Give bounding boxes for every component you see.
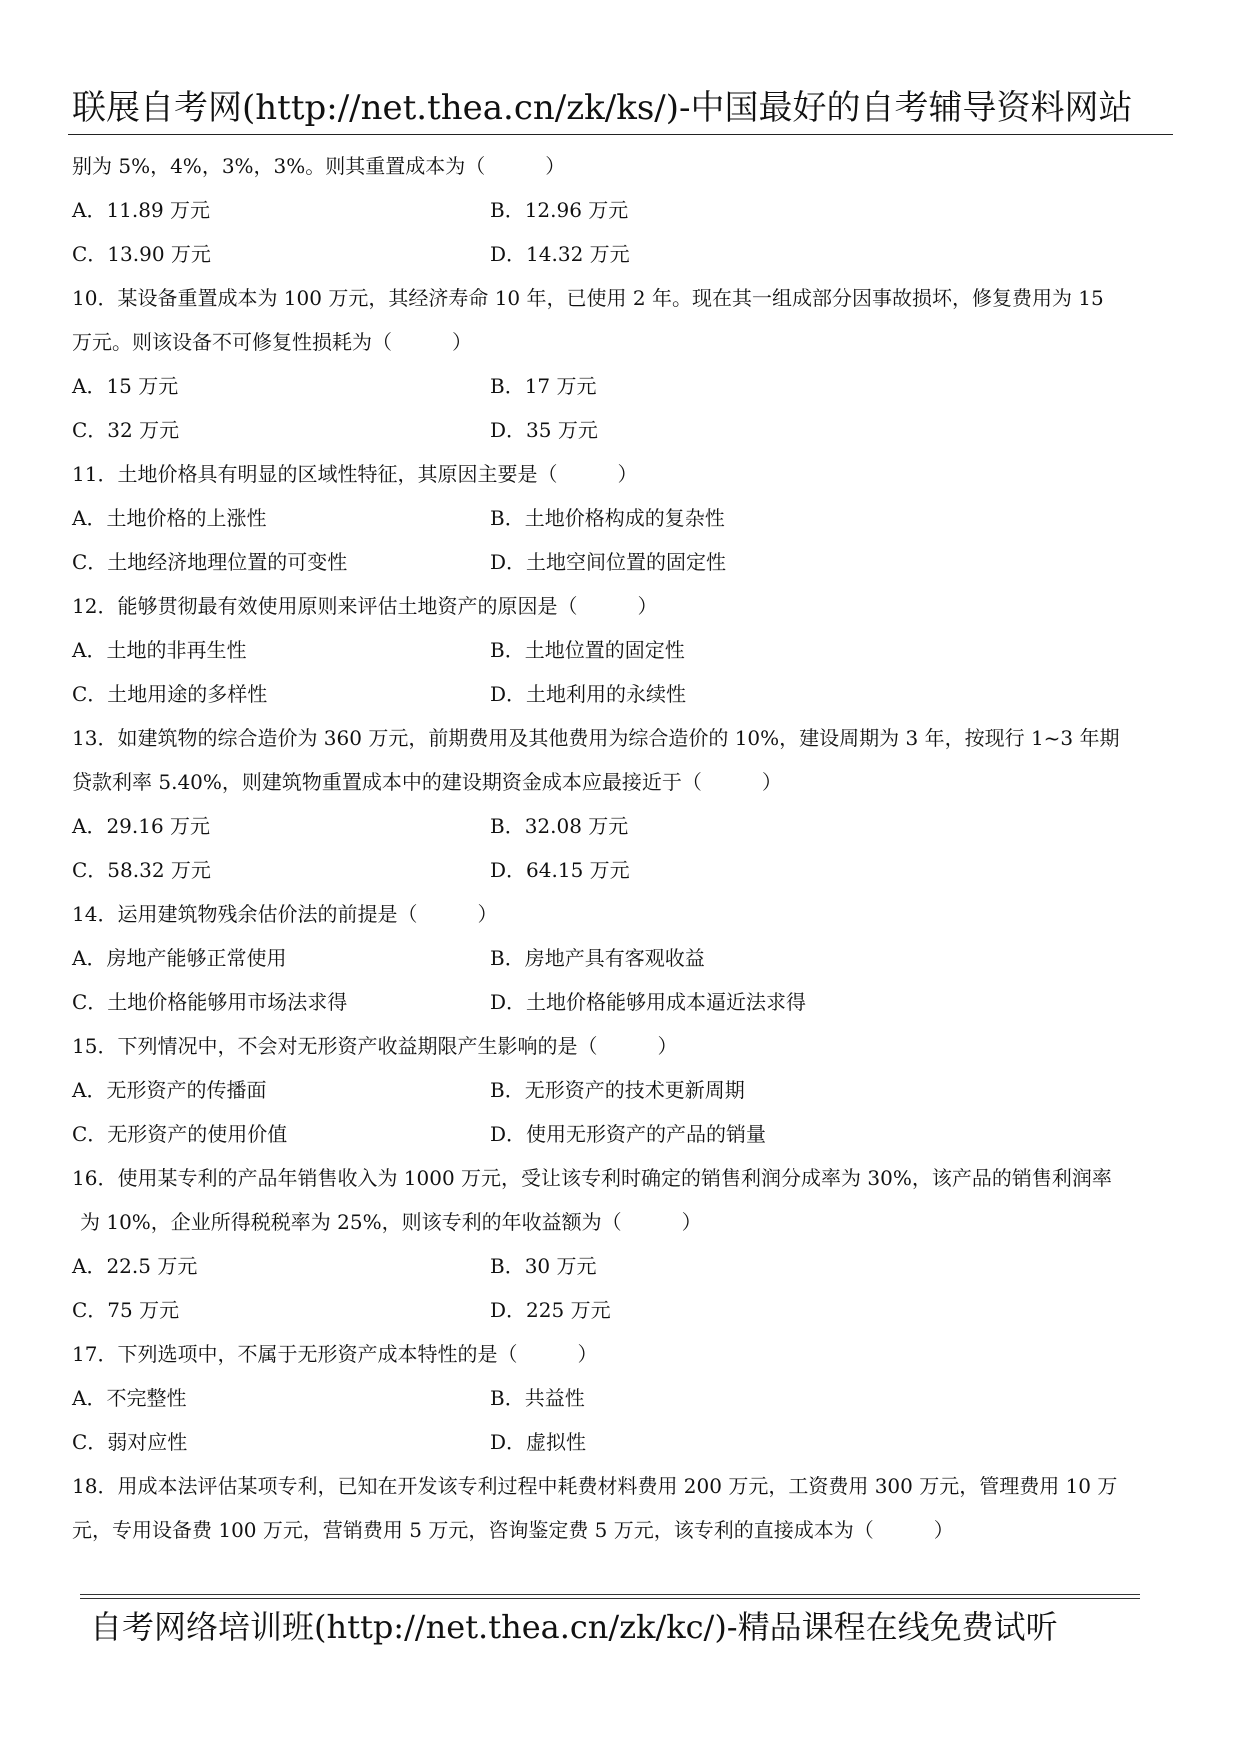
question-16-stem: 16．使用某专利的产品年销售收入为 1000 万元，受让该专利时确定的销售利润分成率为 30%，该产品的销售利润率: [72, 1166, 1112, 1190]
question-18-stem: 18．用成本法评估某项专利，已知在开发该专利过程中耗费材料费用 200 万元，工资费用 300 万元，管理费用 10 万: [72, 1474, 1118, 1498]
options-row: [72, 848, 1172, 892]
option-b: B．无形资产的技术更新周期: [490, 1078, 745, 1102]
options-row: [72, 1068, 1172, 1112]
question-10-stem-cont: 万元。则该设备不可修复性损耗为（ ）: [72, 330, 472, 354]
exam-content: [72, 144, 1172, 1552]
options-row: [72, 936, 1172, 980]
option-a: A．不完整性: [72, 1386, 187, 1410]
question-13-stem: 13．如建筑物的综合造价为 360 万元，前期费用及其他费用为综合造价的 10%，建设周期为 3 年，按现行 1~3 年期: [72, 726, 1120, 750]
option-d: D．64.15 万元: [490, 858, 630, 882]
options-row: [72, 496, 1172, 540]
question-13-stem-cont: 贷款利率 5.40%，则建筑物重置成本中的建设期资金成本应最接近于（ ）: [72, 770, 782, 794]
option-d: D．14.32 万元: [490, 242, 630, 266]
options-row: [72, 408, 1172, 452]
option-b: B．30 万元: [490, 1254, 597, 1278]
option-b: B．17 万元: [490, 374, 597, 398]
options-row: [72, 1288, 1172, 1332]
option-a: A．11.89 万元: [72, 198, 211, 222]
options-row: [72, 1244, 1172, 1288]
options-row: [72, 188, 1172, 232]
option-b: B．12.96 万元: [490, 198, 629, 222]
option-b: B．土地价格构成的复杂性: [490, 506, 725, 530]
page-header-title: 联展自考网(http://net.thea.cn/zk/ks/)-中国最好的自考辅导资料网站: [72, 88, 1133, 128]
options-row: [72, 1376, 1172, 1420]
option-b: B．32.08 万元: [490, 814, 629, 838]
option-c: C．土地价格能够用市场法求得: [72, 990, 348, 1014]
option-a: A．29.16 万元: [72, 814, 211, 838]
option-c: C．58.32 万元: [72, 858, 211, 882]
question-11-stem: 11．土地价格具有明显的区域性特征，其原因主要是（ ）: [72, 462, 638, 486]
question-15-stem: 15．下列情况中，不会对无形资产收益期限产生影响的是（ ）: [72, 1034, 678, 1058]
header-divider: [68, 134, 1173, 135]
options-row: [72, 1112, 1172, 1156]
option-c: C．无形资产的使用价值: [72, 1122, 288, 1146]
option-b: B．共益性: [490, 1386, 585, 1410]
option-c: C．土地经济地理位置的可变性: [72, 550, 348, 574]
option-c: C．弱对应性: [72, 1430, 188, 1454]
question-continuation: 别为 5%，4%，3%，3%。则其重置成本为（ ）: [72, 154, 566, 178]
question-17-stem: 17．下列选项中，不属于无形资产成本特性的是（ ）: [72, 1342, 598, 1366]
option-c: C．13.90 万元: [72, 242, 211, 266]
question-16-stem-cont: 为 10%，企业所得税税率为 25%，则该专利的年收益额为（ ）: [80, 1210, 702, 1234]
option-d: D．土地价格能够用成本逼近法求得: [490, 990, 807, 1014]
options-row: [72, 540, 1172, 584]
options-row: [72, 628, 1172, 672]
option-d: D．225 万元: [490, 1298, 611, 1322]
option-a: A．土地的非再生性: [72, 638, 247, 662]
page-footer-title: 自考网络培训班(http://net.thea.cn/zk/kc/)-精品课程在线免费试听: [90, 1608, 1058, 1646]
question-10-stem: 10．某设备重置成本为 100 万元，其经济寿命 10 年，已使用 2 年。现在其一组成部分因事故损坏，修复费用为 15: [72, 286, 1104, 310]
option-b: B．土地位置的固定性: [490, 638, 685, 662]
option-a: A．15 万元: [72, 374, 179, 398]
option-a: A．土地价格的上涨性: [72, 506, 267, 530]
options-row: [72, 364, 1172, 408]
options-row: [72, 672, 1172, 716]
option-d: D．35 万元: [490, 418, 598, 442]
option-b: B．房地产具有客观收益: [490, 946, 705, 970]
options-row: [72, 232, 1172, 276]
footer-divider: [80, 1594, 1140, 1599]
question-14-stem: 14．运用建筑物残余估价法的前提是（ ）: [72, 902, 498, 926]
option-c: C．75 万元: [72, 1298, 180, 1322]
option-c: C．32 万元: [72, 418, 180, 442]
option-c: C．土地用途的多样性: [72, 682, 268, 706]
options-row: [72, 804, 1172, 848]
option-d: D．虚拟性: [490, 1430, 587, 1454]
option-a: A．22.5 万元: [72, 1254, 198, 1278]
option-d: D．土地利用的永续性: [490, 682, 687, 706]
options-row: [72, 980, 1172, 1024]
option-d: D．土地空间位置的固定性: [490, 550, 727, 574]
options-row: [72, 1420, 1172, 1464]
question-18-stem-cont: 元，专用设备费 100 万元，营销费用 5 万元，咨询鉴定费 5 万元，该专利的直接成本为（ ）: [72, 1518, 954, 1542]
question-12-stem: 12．能够贯彻最有效使用原则来评估土地资产的原因是（ ）: [72, 594, 658, 618]
option-a: A．房地产能够正常使用: [72, 946, 287, 970]
option-a: A．无形资产的传播面: [72, 1078, 267, 1102]
option-d: D．使用无形资产的产品的销量: [490, 1122, 767, 1146]
